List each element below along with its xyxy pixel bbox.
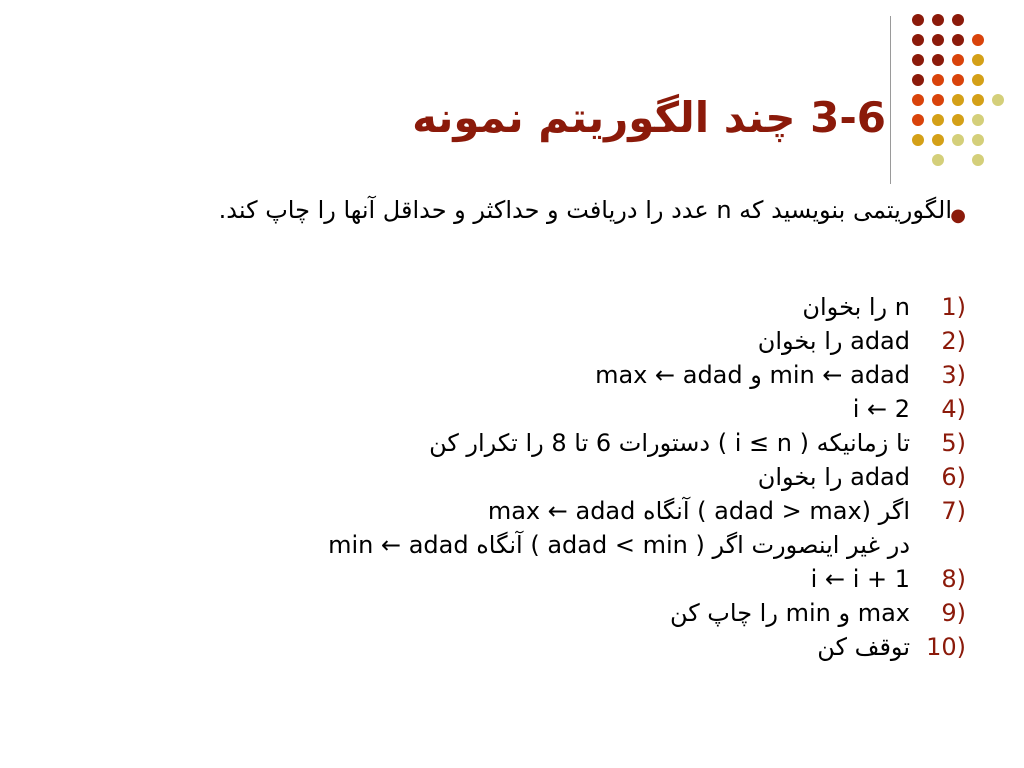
step-item (146, 358, 966, 392)
step-text: n را بخوان (802, 293, 910, 321)
algorithm-steps (146, 290, 966, 664)
step-text: adad را بخوان (757, 463, 910, 491)
step-item (146, 494, 966, 528)
step-item (146, 426, 966, 460)
intro-text: الگوریتمی بنویسید که n عدد را دریافت و حداکثر و حداقل آنها را چاپ کند. (218, 196, 952, 224)
step-number: 10) (926, 633, 966, 661)
step-item (146, 460, 966, 494)
step-item (146, 630, 966, 664)
step-text: i ← 2 (852, 395, 910, 423)
bullet-icon: ● (950, 205, 966, 226)
step-item (146, 290, 966, 324)
step-item (146, 562, 966, 596)
step-number: 9) (941, 599, 966, 627)
step-item (146, 596, 966, 630)
step-text: تا زمانیکه ( i ≤ n ) دستورات 6 تا 8 را تکرار کن (429, 429, 910, 457)
step-item (146, 392, 966, 426)
step-number: 8) (941, 565, 966, 593)
step-text: max و min را چاپ کن (669, 599, 910, 627)
step-text: اگر (adad > max ) آنگاه max ← adad (487, 497, 910, 525)
step-number (918, 528, 966, 562)
step-number: 3) (941, 361, 966, 389)
step-number: 4) (941, 395, 966, 423)
step-number: 7) (941, 497, 966, 525)
step-text: min ← adad و max ← adad (595, 361, 910, 389)
step-number: 2) (941, 327, 966, 355)
title-separator-line (890, 16, 891, 184)
step-text: توقف کن (817, 633, 910, 661)
step-number: 6) (941, 463, 966, 491)
step-number: 5) (941, 429, 966, 457)
slide-title: 3-6 چند الگوریتم نمونه (412, 93, 886, 142)
step-number: 1) (941, 293, 966, 321)
step-text: i ← i + 1 (810, 565, 910, 593)
step-text: adad را بخوان (757, 327, 910, 355)
step-item (146, 324, 966, 358)
step-item (146, 528, 966, 562)
dot-grid-icon (900, 8, 1020, 168)
step-text: در غیر اینصورت اگر ( adad < min ) آنگاه min ← adad (328, 531, 910, 559)
